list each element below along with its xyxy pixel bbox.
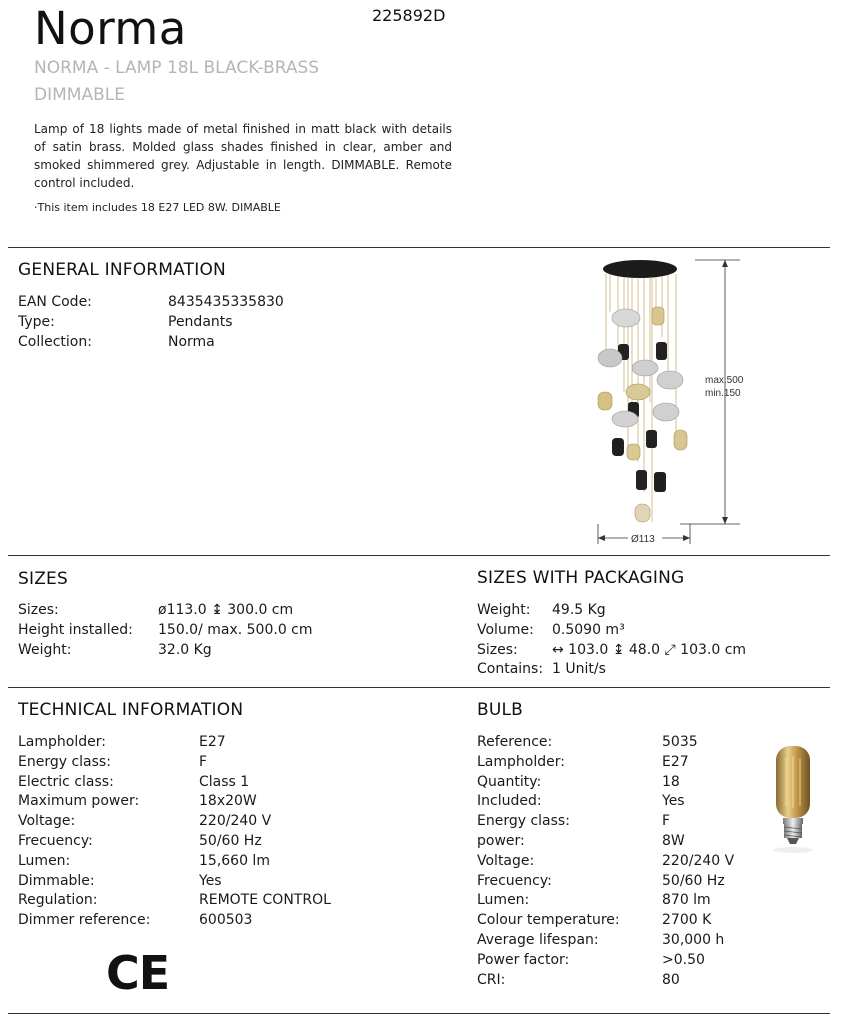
divider	[8, 247, 830, 248]
row-label: Electric class:	[18, 773, 114, 790]
row-label: Height installed:	[18, 621, 133, 638]
bulb-row	[477, 773, 734, 793]
row-value: 18x20W	[199, 793, 257, 810]
row-value: ø113.0 ↨ 300.0 cm	[158, 602, 294, 618]
row-value: 15,660 lm	[199, 852, 270, 869]
sizes-table	[18, 601, 313, 660]
general-table	[18, 293, 284, 352]
bulb-row	[477, 812, 734, 832]
packaging-row	[477, 641, 746, 661]
row-label: Sizes:	[477, 641, 518, 658]
row-value: 870 lm	[662, 892, 711, 909]
row-value: 600503	[199, 912, 253, 929]
row-value: 220/240 V	[199, 813, 272, 830]
row-label: Maximum power:	[18, 793, 140, 810]
row-value: F	[199, 753, 208, 770]
row-label: Regulation:	[18, 892, 98, 909]
bulb-row	[477, 832, 734, 852]
row-value: F	[662, 813, 671, 830]
row-label: Dimmable:	[18, 872, 95, 889]
row-label: Dimmer reference:	[18, 912, 151, 929]
packaging-row	[477, 601, 746, 621]
technical-table	[18, 733, 331, 931]
bulb-row	[477, 872, 734, 892]
subtitle-line-1: NORMA - LAMP 18L BLACK-BRASS	[34, 58, 320, 78]
height-label-max: max.500	[705, 375, 744, 386]
bulb-collar	[783, 818, 803, 824]
technical-row	[18, 792, 331, 812]
bulb-heading: BULB	[477, 700, 524, 720]
row-value: ↔ 103.0 ↨ 48.0 ⤢ 103.0 cm	[552, 641, 747, 658]
row-value: 50/60 Hz	[662, 872, 725, 889]
technical-heading: TECHNICAL INFORMATION	[18, 700, 244, 720]
sizes-row	[18, 601, 313, 621]
row-label: CRI:	[477, 971, 506, 988]
bulb-table	[477, 733, 734, 990]
canopy-shape	[603, 260, 677, 278]
row-label: Weight:	[18, 641, 72, 658]
packaging-row	[477, 621, 746, 641]
bulb-tip	[787, 838, 799, 844]
bulb-row	[477, 733, 734, 753]
glass-shades	[598, 307, 687, 522]
row-value: Norma	[168, 333, 215, 350]
row-value: 1 Unit/s	[552, 661, 606, 678]
sizes-row	[18, 621, 313, 641]
row-value: 150.0/ max. 500.0 cm	[158, 621, 313, 638]
row-label: Type:	[18, 313, 55, 330]
row-value: 18	[662, 773, 680, 790]
row-value: 49.5 Kg	[552, 602, 606, 618]
row-value: 80	[662, 971, 680, 988]
ce-mark-icon: CE	[106, 946, 170, 1000]
row-value: 50/60 Hz	[199, 832, 262, 849]
sizes-row	[18, 641, 313, 661]
row-value: E27	[199, 734, 226, 750]
bulb-row	[477, 951, 734, 971]
row-label: Colour temperature:	[477, 912, 620, 929]
row-label: Energy class:	[477, 813, 570, 830]
sizes-heading: SIZES	[18, 569, 68, 589]
packaging-table	[477, 601, 746, 680]
technical-row	[18, 911, 331, 931]
technical-row	[18, 832, 331, 852]
technical-row	[18, 773, 331, 793]
product-note: ·This item includes 18 E27 LED 8W. DIMABLE	[34, 201, 281, 214]
row-label: Volume:	[477, 621, 534, 638]
general-row	[18, 293, 284, 313]
row-label: Lumen:	[18, 852, 71, 869]
subtitle-line-2: DIMMABLE	[34, 85, 125, 105]
technical-row	[18, 891, 331, 911]
height-label-min: min.150	[705, 388, 741, 399]
row-label: Frecuency:	[18, 832, 93, 849]
packaging-heading: SIZES WITH PACKAGING	[477, 568, 685, 588]
row-label: power:	[477, 832, 525, 849]
row-label: EAN Code:	[18, 294, 92, 310]
row-label: Reference:	[477, 734, 553, 750]
row-value: Yes	[662, 793, 685, 810]
row-label: Weight:	[477, 602, 531, 618]
row-label: Energy class:	[18, 753, 111, 770]
product-drawing	[580, 252, 760, 548]
row-value: 5035	[662, 734, 698, 750]
row-value: 8W	[662, 832, 685, 849]
row-label: Voltage:	[477, 852, 535, 869]
row-label: Contains:	[477, 661, 544, 678]
row-value: 2700 K	[662, 912, 712, 929]
row-label: Voltage:	[18, 813, 76, 830]
row-label: Included:	[477, 793, 542, 810]
row-label: Power factor:	[477, 951, 570, 968]
row-label: Lumen:	[477, 892, 530, 909]
product-reference: 225892D	[372, 6, 446, 25]
bulb-row	[477, 931, 734, 951]
packaging-row	[477, 660, 746, 680]
product-subtitle	[34, 55, 374, 109]
general-row	[18, 313, 284, 333]
diameter-label: Ø113	[631, 534, 655, 545]
row-value: Pendants	[168, 313, 233, 330]
divider	[8, 1013, 830, 1014]
bulb-row	[477, 852, 734, 872]
technical-row	[18, 812, 331, 832]
technical-row	[18, 733, 331, 753]
row-value: E27	[662, 753, 689, 770]
general-row	[18, 333, 284, 353]
row-label: Lampholder:	[477, 753, 565, 770]
row-value: 0.5090 m³	[552, 621, 625, 638]
bulb-image	[762, 744, 824, 856]
divider	[8, 555, 830, 556]
row-value: REMOTE CONTROL	[199, 892, 331, 909]
divider	[8, 687, 830, 688]
row-value: >0.50	[662, 951, 705, 968]
bulb-row	[477, 911, 734, 931]
bulb-row	[477, 753, 734, 773]
row-label: Lampholder:	[18, 734, 106, 750]
row-value: Class 1	[199, 773, 250, 790]
row-label: Collection:	[18, 333, 92, 350]
bulb-shadow	[773, 847, 813, 853]
row-value: Yes	[199, 872, 222, 889]
row-value: 220/240 V	[662, 852, 735, 869]
row-label: Quantity:	[477, 773, 542, 790]
technical-row	[18, 753, 331, 773]
product-description: Lamp of 18 lights made of metal finished in matt black with details of satin brass. Molded glass shades finished in clear, amber and smoked shimmered grey. Adjustable in length. DIMMABLE. Remote control included.	[34, 122, 452, 190]
row-label: Frecuency:	[477, 872, 552, 889]
row-label: Average lifespan:	[477, 931, 599, 948]
row-value: 30,000 h	[662, 931, 725, 948]
row-value: 32.0 Kg	[158, 641, 212, 658]
bulb-row	[477, 792, 734, 812]
technical-row	[18, 872, 331, 892]
general-heading: GENERAL INFORMATION	[18, 260, 226, 280]
product-title: Norma	[34, 2, 187, 55]
row-value: 8435435335830	[168, 294, 284, 310]
bulb-row	[477, 971, 734, 991]
row-label: Sizes:	[18, 602, 59, 618]
technical-row	[18, 852, 331, 872]
bulb-row	[477, 891, 734, 911]
